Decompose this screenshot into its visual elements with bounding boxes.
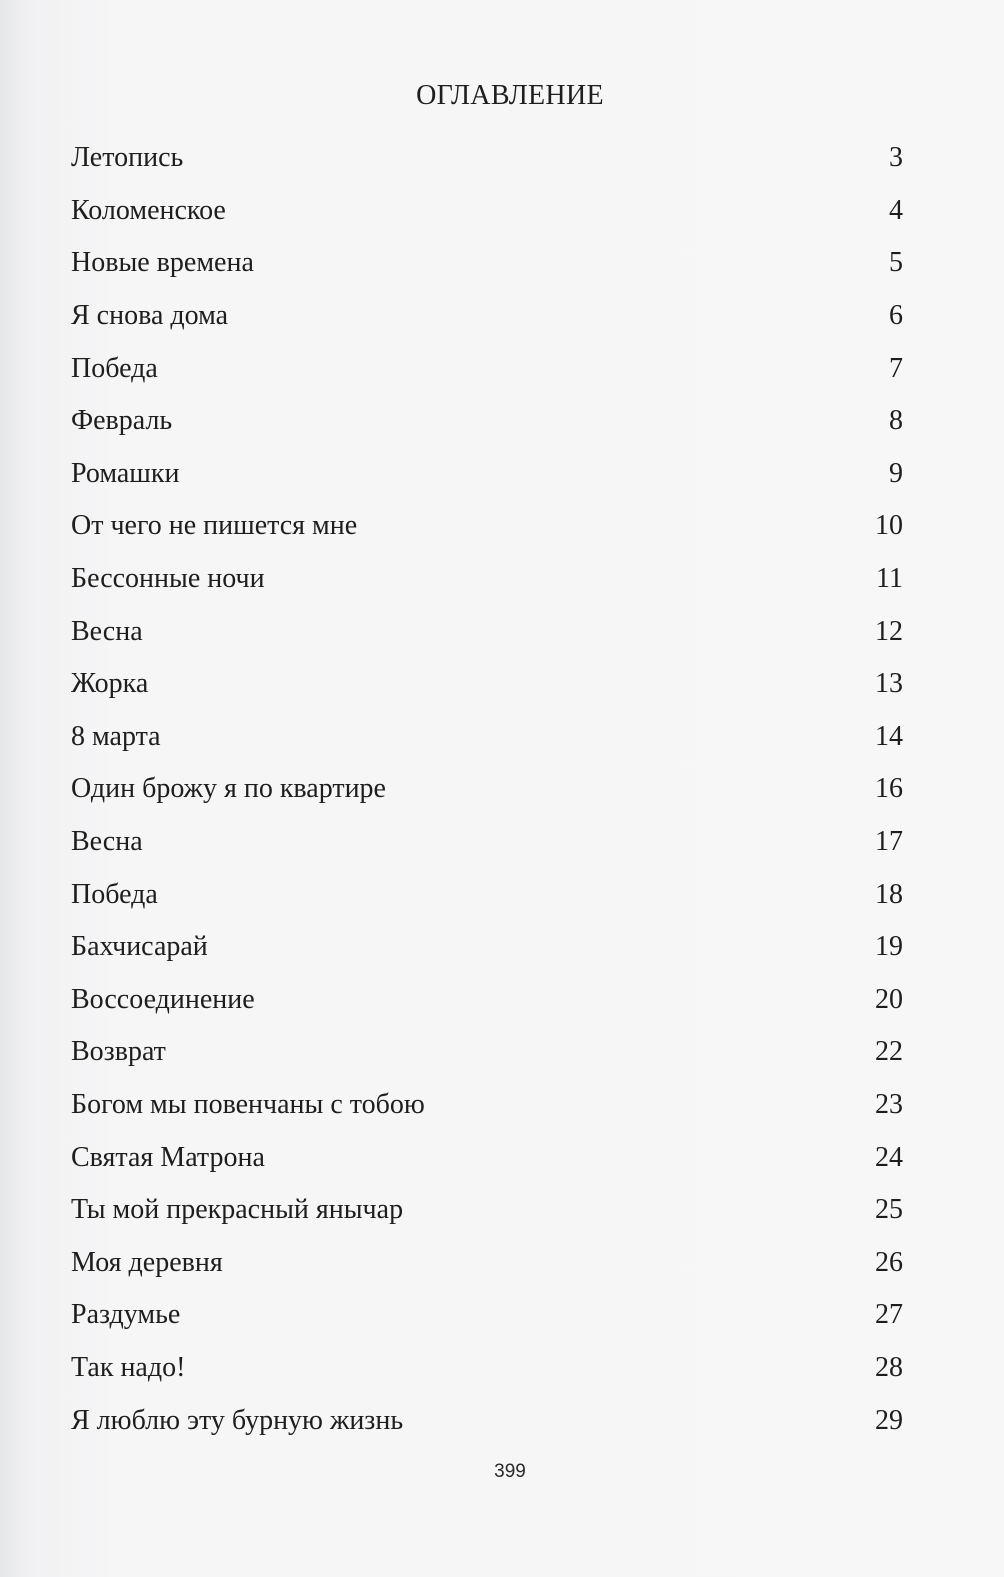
- toc-entry: [71, 1394, 903, 1447]
- toc-entry-title: Ромашки: [71, 457, 180, 489]
- toc-entry: [71, 1184, 903, 1237]
- toc-entry-title: Бессонные ночи: [71, 563, 265, 595]
- toc-entry-title: Воссоединение: [71, 983, 255, 1015]
- toc-entry-page: 12: [875, 615, 903, 647]
- toc-entry-title: Я люблю эту бурную жизнь: [71, 1404, 404, 1436]
- toc-entry-title: Победа: [71, 352, 158, 384]
- toc-entry: [71, 290, 903, 343]
- table-of-contents: [71, 132, 903, 1447]
- toc-entry-title: Коломенское: [71, 194, 226, 226]
- toc-entry-page: 26: [875, 1246, 903, 1278]
- toc-entry: [71, 448, 903, 501]
- toc-entry: [71, 711, 903, 764]
- toc-entry: [71, 763, 903, 816]
- toc-entry-title: Бахчисарай: [71, 931, 208, 963]
- toc-entry-page: 11: [876, 563, 903, 595]
- toc-entry: [71, 185, 903, 238]
- toc-entry-title: Я снова дома: [71, 300, 229, 332]
- toc-entry-title: Богом мы повенчаны с тобою: [71, 1088, 425, 1120]
- toc-entry-title: Февраль: [71, 405, 173, 437]
- toc-entry: [71, 1236, 903, 1289]
- toc-entry-title: Ты мой прекрасный янычар: [71, 1194, 404, 1226]
- toc-entry-page: 3: [889, 142, 903, 174]
- page-number: 399: [494, 1461, 526, 1482]
- toc-entry: [71, 1079, 903, 1132]
- toc-entry-title: Святая Матрона: [71, 1141, 265, 1173]
- toc-entry-page: 28: [875, 1351, 903, 1383]
- toc-entry: [71, 1289, 903, 1342]
- toc-entry-page: 4: [889, 194, 903, 226]
- toc-entry-page: 20: [875, 983, 903, 1015]
- toc-entry: [71, 921, 903, 974]
- toc-entry: [71, 132, 903, 185]
- toc-entry: [71, 974, 903, 1027]
- toc-entry-page: 6: [889, 300, 903, 332]
- toc-entry-page: 13: [875, 668, 903, 700]
- toc-entry-title: Один брожу я по квартире: [71, 773, 386, 805]
- toc-entry-title: Жорка: [71, 668, 149, 700]
- toc-entry-page: 23: [875, 1088, 903, 1120]
- toc-entry: [71, 1026, 903, 1079]
- toc-entry-page: 19: [875, 931, 903, 963]
- toc-entry-title: Весна: [71, 615, 143, 647]
- toc-entry-title: Победа: [71, 878, 158, 910]
- toc-entry: [71, 342, 903, 395]
- toc-entry-page: 9: [889, 457, 903, 489]
- toc-entry-title: 8 марта: [71, 720, 161, 752]
- toc-entry-title: Новые времена: [71, 247, 254, 279]
- toc-entry-page: 14: [875, 720, 903, 752]
- toc-entry-title: Моя деревня: [71, 1246, 223, 1278]
- toc-entry-title: Раздумье: [71, 1299, 181, 1331]
- toc-entry-page: 24: [875, 1141, 903, 1173]
- toc-entry-page: 7: [889, 352, 903, 384]
- toc-entry: [71, 395, 903, 448]
- page-title: ОГЛАВЛЕНИЕ: [416, 80, 604, 111]
- toc-entry-title: Так надо!: [71, 1351, 186, 1383]
- toc-entry: [71, 658, 903, 711]
- toc-entry-title: Весна: [71, 826, 143, 858]
- toc-entry: [71, 816, 903, 869]
- toc-entry-title: Возврат: [71, 1036, 166, 1068]
- toc-entry-page: 10: [875, 510, 903, 542]
- toc-entry-page: 29: [875, 1404, 903, 1436]
- toc-entry: [71, 553, 903, 606]
- toc-entry-title: Летопись: [71, 142, 184, 174]
- toc-entry-page: 22: [875, 1036, 903, 1068]
- toc-entry-page: 5: [889, 247, 903, 279]
- toc-entry: [71, 1131, 903, 1184]
- toc-entry: [71, 1342, 903, 1395]
- toc-entry-page: 17: [875, 826, 903, 858]
- toc-entry-page: 25: [875, 1194, 903, 1226]
- toc-entry: [71, 605, 903, 658]
- toc-entry-title: От чего не пишется мне: [71, 510, 358, 542]
- toc-entry: [71, 237, 903, 290]
- toc-entry-page: 27: [875, 1299, 903, 1331]
- toc-entry-page: 8: [889, 405, 903, 437]
- toc-entry-page: 16: [875, 773, 903, 805]
- toc-entry: [71, 868, 903, 921]
- toc-entry: [71, 500, 903, 553]
- toc-entry-page: 18: [875, 878, 903, 910]
